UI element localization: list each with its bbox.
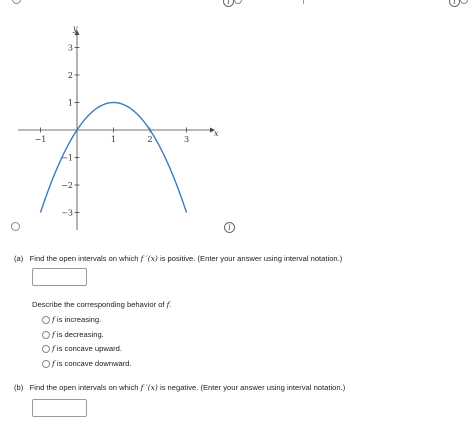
option-fn: f bbox=[52, 315, 55, 324]
x-axis-label: x bbox=[214, 129, 219, 138]
behavior-prompt-pre: Describe the corresponding behavior of bbox=[32, 300, 167, 309]
y-tick-label: −3 bbox=[61, 208, 73, 218]
behavior-prompt-post: . bbox=[169, 300, 172, 309]
ticks bbox=[35, 44, 189, 218]
y-axis-label: y bbox=[73, 24, 78, 33]
option-text: is decreasing. bbox=[54, 330, 104, 339]
option-radio[interactable] bbox=[42, 316, 50, 324]
option-radio[interactable] bbox=[42, 331, 50, 339]
option-label bbox=[52, 315, 101, 324]
part-a-question-post: is positive. (Enter your answer using interval notation.) bbox=[157, 254, 343, 263]
option-fn: f bbox=[52, 344, 55, 353]
option-text: is concave downward. bbox=[54, 359, 132, 368]
part-b-question-pre: Find the open intervals on which bbox=[29, 383, 141, 392]
option-label bbox=[52, 344, 122, 353]
x-tick-label: 2 bbox=[147, 135, 153, 144]
part-a-answer-input[interactable] bbox=[32, 268, 87, 286]
behavior-prompt-fn: f bbox=[166, 300, 170, 309]
part-a-question-pre: Find the open intervals on which bbox=[29, 254, 141, 263]
top-info-icon-1[interactable]: i bbox=[223, 0, 234, 7]
graph-radio[interactable] bbox=[11, 222, 20, 231]
top-info-icon-2[interactable]: i bbox=[449, 0, 460, 7]
part-b-question-post: is negative. (Enter your answer using interval notation.) bbox=[157, 383, 346, 392]
y-tick-label: 1 bbox=[67, 98, 73, 108]
y-tick-label: −1 bbox=[61, 153, 73, 163]
option-label bbox=[52, 359, 132, 368]
option-radio[interactable] bbox=[42, 360, 50, 368]
x-tick-label: 1 bbox=[110, 135, 117, 144]
y-tick-label: 2 bbox=[67, 71, 73, 80]
axes bbox=[18, 30, 215, 230]
option-fn: f bbox=[52, 330, 55, 339]
x-tick-label: 3 bbox=[183, 135, 190, 144]
y-tick-label: 3 bbox=[67, 43, 73, 53]
parabola-curve bbox=[41, 103, 190, 213]
graph-info-icon[interactable]: i bbox=[224, 222, 235, 233]
behavior-prompt bbox=[32, 300, 172, 309]
option-fn: f bbox=[52, 359, 55, 368]
x-tick-label: −1 bbox=[34, 135, 47, 144]
part-b-question bbox=[14, 383, 345, 392]
option-radio[interactable] bbox=[42, 345, 50, 353]
part-a-label: (a) bbox=[14, 254, 24, 263]
part-b-label: (b) bbox=[14, 383, 24, 392]
y-tick-label: −2 bbox=[61, 181, 73, 190]
part-b-question-fn: f ′(x) bbox=[140, 383, 158, 392]
option-label bbox=[52, 330, 104, 339]
part-b-answer-input[interactable] bbox=[32, 399, 87, 417]
part-a-question bbox=[14, 254, 342, 263]
option-text: is concave upward. bbox=[54, 344, 122, 353]
part-a-question-fn: f ′(x) bbox=[140, 254, 158, 263]
option-text: is increasing. bbox=[54, 315, 102, 324]
